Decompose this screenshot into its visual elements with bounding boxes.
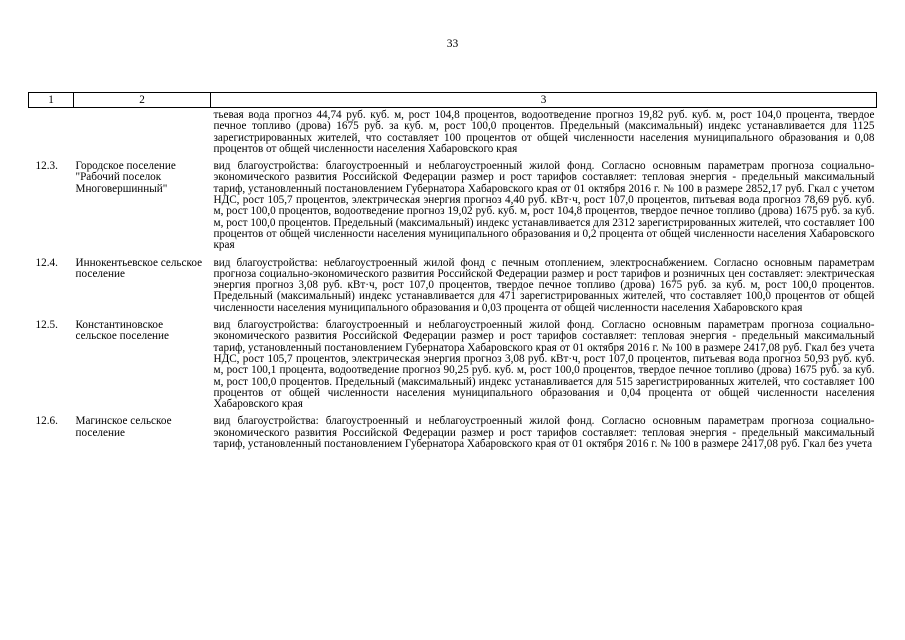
- settlement-name: Магинское сельское поселение: [75, 415, 172, 439]
- tariff-table: [28, 92, 877, 450]
- page-number: 33: [446, 38, 459, 50]
- settlement-name: Городское поселение "Рабочий поселок Многовершинный": [75, 160, 176, 195]
- row-number: 12.3.: [35, 160, 58, 173]
- settlement-description: вид благоустройства: благоустроенный и неблагоустроенный жилой фонд. Согласно основным параметрам прогноза социально-экономического развития Российской Федерации размер и рост тарифов составляет: тепловая энергия - предельный максимальный тариф, установленный постановлением Губернатора Хабаровского края от 01 октября 2016 г. № 100 в размере 2417,08 руб. Гкал без учета НДС, рост 105,7 процентов, электрическая энергия прогноз 3,08 руб. кВт·ч, рост 107,0 процентов, питьевая вода прогноз 50,93 руб. куб. м, рост 100,1 процента, водоотведение прогноз 90,25 руб. куб. м, рост 100,0 процентов, твердое печное топливо (дрова) 1675 руб. за куб. м, рост 100,0 процентов. Предельный (максимальный) индекс устанавливается для 515 зарегистрированных жителей, что составляет 100 процентов от общей численности населения муниципального образования и 0,04 процента от общей численности населения Хабаровского края: [213, 319, 875, 411]
- table-row: [29, 410, 877, 450]
- table-row: [29, 252, 877, 314]
- table-row: [29, 155, 877, 251]
- continuation-text: тьевая вода прогноз 44,74 руб. куб. м, рост 104,8 процентов, водоотведение прогноз 19,82 руб. куб. м, рост 104,0 процента, твердое печное топливо (дрова) 1675 руб. за куб. м, рост 100,0 процентов. Предельный (максимальный) индекс устанавливается для 1125 зарегистрированных жителей, что составляет 100 процентов от общей численности населения муниципального образования и 0,08 процентов от общей численности населения Хабаровского края: [213, 109, 875, 155]
- settlement-description: вид благоустройства: неблагоустроенный жилой фонд с печным отоплением, электроснабжением. Согласно основным параметрам прогноза социально-экономического развития Российской Федерации размер и рост тарифов и розничных цен составляет: электрическая энергия прогноз 3,08 руб. кВт·ч, рост 107,0 процентов, твердое печное топливо (дрова) 1675 руб. за куб. м, рост 100,0 процентов. Предельный (максимальный) индекс устанавливается для 471 зарегистрированных жителей, что составляет 100,0 процентов от общей численности населения муниципального образования и 0,03 процента от общей численности населения Хабаровского края: [213, 256, 875, 314]
- table-header-row: [29, 93, 877, 108]
- settlement-description: вид благоустройства: благоустроенный и неблагоустроенный жилой фонд. Согласно основным параметрам прогноза социально-экономического развития Российской Федерации размер и рост тарифов составляет: тепловая энергия - предельный максимальный тариф, установленный постановлением Губернатора Хабаровского края от 01 октября 2016 г. № 100 в размере 2417,08 руб. Гкал без учета: [213, 415, 875, 451]
- continuation-row: [29, 108, 877, 156]
- row-number: 12.6.: [35, 415, 58, 428]
- column-header-2: 2: [74, 93, 211, 108]
- settlement-name: Константиновское сельское поселение: [75, 319, 169, 343]
- row-number: 12.5.: [35, 319, 58, 332]
- table-row: [29, 314, 877, 410]
- column-header-3: 3: [211, 93, 877, 108]
- settlement-name: Иннокентьевское сельское поселение: [75, 256, 203, 280]
- settlement-description: вид благоустройства: благоустроенный и неблагоустроенный жилой фонд. Согласно основным параметрам прогноза социально-экономического развития Российской Федерации размер и рост тарифов составляет: тепловая энергия - предельный максимальный тариф, установленный постановлением Губернатора Хабаровского края от 01 октября 2016 г. № 100 в размере 2852,17 руб. Гкал с учетом НДС, рост 105,7 процентов, электрическая энергия прогноз 4,40 руб. кВт·ч, рост 107,0 процентов, питьевая вода прогноз 78,69 руб. куб. м, рост 100,0 процентов, водоотведение прогноз 19,02 руб. куб. м, рост 104,8 процентов, твердое печное топливо (дрова) 1675 руб. за куб. м, рост 100,0 процентов. Предельный (максимальный) индекс устанавливается для 2312 зарегистрированных жителей, что составляет 100 процентов от общей численности населения муниципального образования и 0,2 процента от общей численности населения Хабаровского края: [213, 160, 875, 252]
- row-number: 12.4.: [35, 256, 58, 269]
- column-header-1: 1: [29, 93, 74, 108]
